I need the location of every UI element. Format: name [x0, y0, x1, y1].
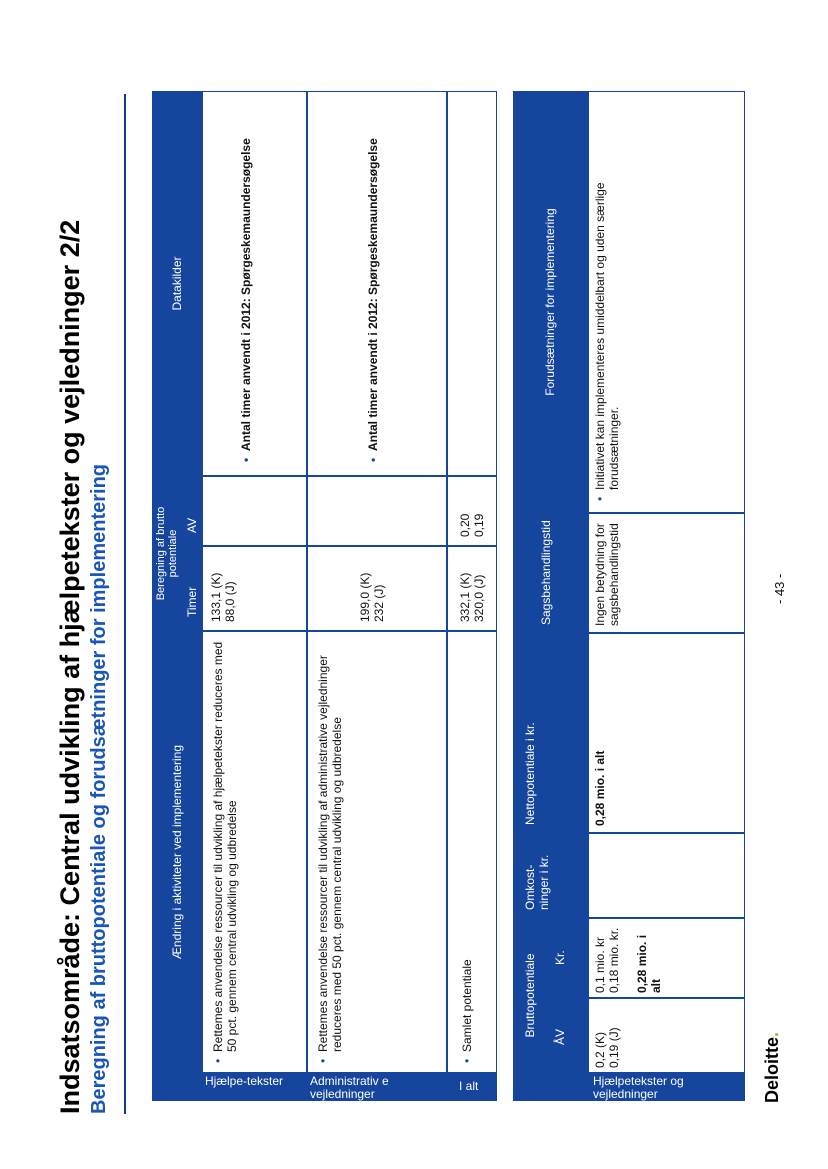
row-label-text: Hjælpetekster og vejledninger: [593, 1074, 684, 1101]
prereq-header: Forudsætninger for implementering: [513, 91, 588, 513]
prerequisites-table: [513, 91, 745, 1101]
row-prereq: [588, 91, 745, 513]
activity-header: Ændring i aktiviteter ved implementering: [152, 631, 202, 1073]
page-title: Indsatsområde: Central udvikling af hjælpetekster og vejledninger 2/2: [55, 219, 85, 1114]
row-label-text: Hjælpe-tekster: [205, 1074, 284, 1088]
row-vejledninger-label: [307, 1073, 447, 1101]
av-header: ÅV: [553, 1028, 567, 1045]
case-time-header: Sagsbehandlingstid: [513, 513, 588, 633]
gross-header: [513, 918, 588, 1073]
row2-hours: 199,0 (K) 232 (J): [307, 546, 447, 631]
page-subtitle: Beregning af bruttopotentiale og forudsætninger for implementering: [88, 463, 110, 1114]
page-number: - 43 -: [772, 573, 787, 604]
gross-group-label: Beregning af brutto potentiale: [155, 506, 179, 601]
logo-text: Deloitte: [762, 1036, 782, 1103]
title-rule: [124, 94, 126, 1114]
row-kr: [588, 918, 745, 998]
row1-source-text: • Antal timer anvendt i 2012: Spørgeskemaundersøgelse: [239, 104, 253, 451]
kr-total: 0,28 mio. i alt: [635, 934, 663, 993]
row-total-label: [447, 1073, 497, 1101]
row1-av: [202, 476, 307, 546]
av-header: AV: [185, 517, 199, 533]
gross-potential-table: [152, 91, 497, 1101]
row2-activity: [307, 631, 447, 1073]
row-net: 0,28 mio. i alt: [588, 633, 745, 833]
row3-activity: [447, 631, 497, 1073]
kr-lines: 0,1 mio. kr 0,18 mio. kr.: [593, 927, 621, 993]
row2-source: [307, 91, 447, 476]
kr-header: Kr.: [553, 950, 567, 965]
row-prereq-text: • Initiativet kan implementeres umiddelbart og uden særlige forudsætninger.: [593, 102, 621, 490]
row2-source-text: • Antal timer anvendt i 2012: Spørgeskemaundersøgelse: [366, 104, 380, 451]
sources-header: Datakilder: [152, 91, 202, 476]
row-label-text: Administrativ e vejledninger: [310, 1074, 389, 1101]
row-hjaelpetekster-label: [202, 1073, 307, 1101]
row1-activity: [202, 631, 307, 1073]
gross-group-label: Bruttopotentiale: [523, 953, 537, 1038]
row2-av: [307, 476, 447, 546]
row1-hours: 133,1 (K) 88,0 (J): [202, 546, 307, 631]
row-label-column: [513, 1073, 745, 1101]
row2-activity-text: • Rettemes anvendelse ressourcer til udvikling af administrative vejledninger reduceres med 50 pct. gennem central udvikling og udbredelse: [316, 640, 344, 1052]
row3-hours: 332,1 (K) 320,0 (J): [447, 546, 497, 631]
row3-source: [447, 91, 497, 476]
row3-av: 0,20 0,19: [447, 476, 497, 546]
row-case-time: Ingen betydning for sagsbehandlingstid: [588, 513, 745, 633]
logo-dot: .: [762, 1031, 782, 1037]
row1-source: [202, 91, 307, 476]
gross-header: [152, 476, 202, 631]
row3-activity-text: • Samlet potentiale: [460, 640, 474, 1052]
row-label-text: I alt: [459, 1079, 479, 1093]
row-costs: [588, 833, 745, 918]
row1-activity-text: • Rettemes anvendelse ressourcer til udvikling af hjælpetekster reduceres med 50 pct. gennem central udvikling og udbredelse: [211, 640, 239, 1052]
net-header: Nettopotentiale i kr.: [513, 633, 588, 833]
costs-header: Omkost-ninger i kr.: [513, 833, 588, 918]
hours-header: Timer: [185, 586, 199, 617]
deloitte-logo: [762, 1032, 783, 1103]
row-av: 0,2 (K) 0,19 (J): [588, 998, 745, 1073]
